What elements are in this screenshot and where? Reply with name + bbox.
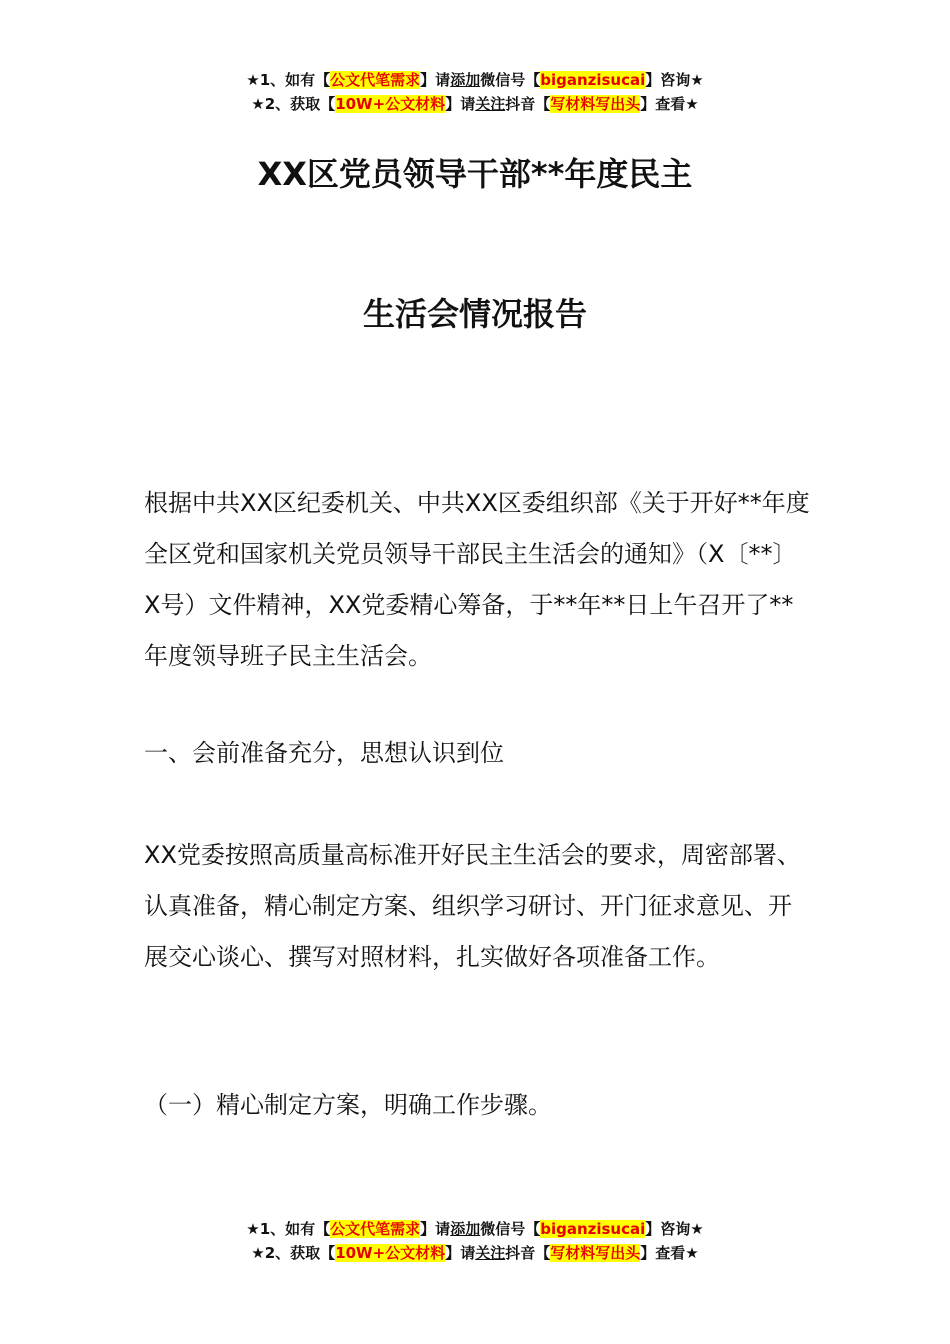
banner-line-2 <box>0 1241 950 1265</box>
banner-line-2 <box>0 92 950 116</box>
banner-text: 抖音【 <box>505 1244 551 1262</box>
banner-text: ★1、如有【 <box>246 71 331 89</box>
header-banner <box>0 68 950 116</box>
banner-text: 】咨询★ <box>645 71 704 89</box>
banner-text: ★2、获取【 <box>251 95 336 113</box>
intro-paragraph: 根据中共XX区纪委机关、中共XX区委组织部《关于开好**年度全区党和国家机关党员领导干部民主生活会的通知》（X〔**〕X号）文件精神，XX党委精心筹备，于**年**日上午召开了**年度领导班子民主生活会。 <box>144 489 810 670</box>
banner-text: ★1、如有【 <box>246 1220 331 1238</box>
highlight-douyin-account: 写材料写出头 <box>550 95 641 113</box>
highlight-wechat-id: biganzisucai <box>540 1220 646 1238</box>
highlight-materials: 10W+公文材料 <box>335 95 446 113</box>
underlined-follow: 关注 <box>475 95 506 113</box>
banner-text: ★2、获取【 <box>251 1244 336 1262</box>
banner-text: 】查看★ <box>640 95 699 113</box>
banner-text: 微信号【 <box>480 71 541 89</box>
banner-text: 】请 <box>445 95 476 113</box>
highlight-ghostwriting: 公文代笔需求 <box>330 71 421 89</box>
banner-text: 微信号【 <box>480 1220 541 1238</box>
underlined-follow: 关注 <box>475 1244 506 1262</box>
highlight-materials: 10W+公文材料 <box>335 1244 446 1262</box>
banner-text: 】请 <box>420 71 451 89</box>
banner-text: 】咨询★ <box>645 1220 704 1238</box>
document-title-line-2: 生活会情况报告 <box>362 295 587 333</box>
underlined-add: 添加 <box>450 1220 481 1238</box>
highlight-douyin-account: 写材料写出头 <box>550 1244 641 1262</box>
highlight-wechat-id: biganzisucai <box>540 71 646 89</box>
banner-line-1 <box>0 68 950 92</box>
footer-banner <box>0 1217 950 1265</box>
banner-text: 】请 <box>420 1220 451 1238</box>
banner-text: 】查看★ <box>640 1244 699 1262</box>
banner-text: 】请 <box>445 1244 476 1262</box>
underlined-add: 添加 <box>450 71 481 89</box>
highlight-ghostwriting: 公文代笔需求 <box>330 1220 421 1238</box>
document-title-line-1: XX区党员领导干部**年度民主 <box>257 155 693 193</box>
section-heading-1: 一、会前准备充分，思想认识到位 <box>144 739 504 767</box>
banner-text: 抖音【 <box>505 95 551 113</box>
subsection-heading-1: （一）精心制定方案，明确工作步骤。 <box>144 1091 552 1119</box>
section-paragraph-1: XX党委按照高质量高标准开好民主生活会的要求，周密部署、认真准备，精心制定方案、组织学习研讨、开门征求意见、开展交心谈心、撰写对照材料，扎实做好各项准备工作。 <box>144 841 801 971</box>
banner-line-1 <box>0 1217 950 1241</box>
